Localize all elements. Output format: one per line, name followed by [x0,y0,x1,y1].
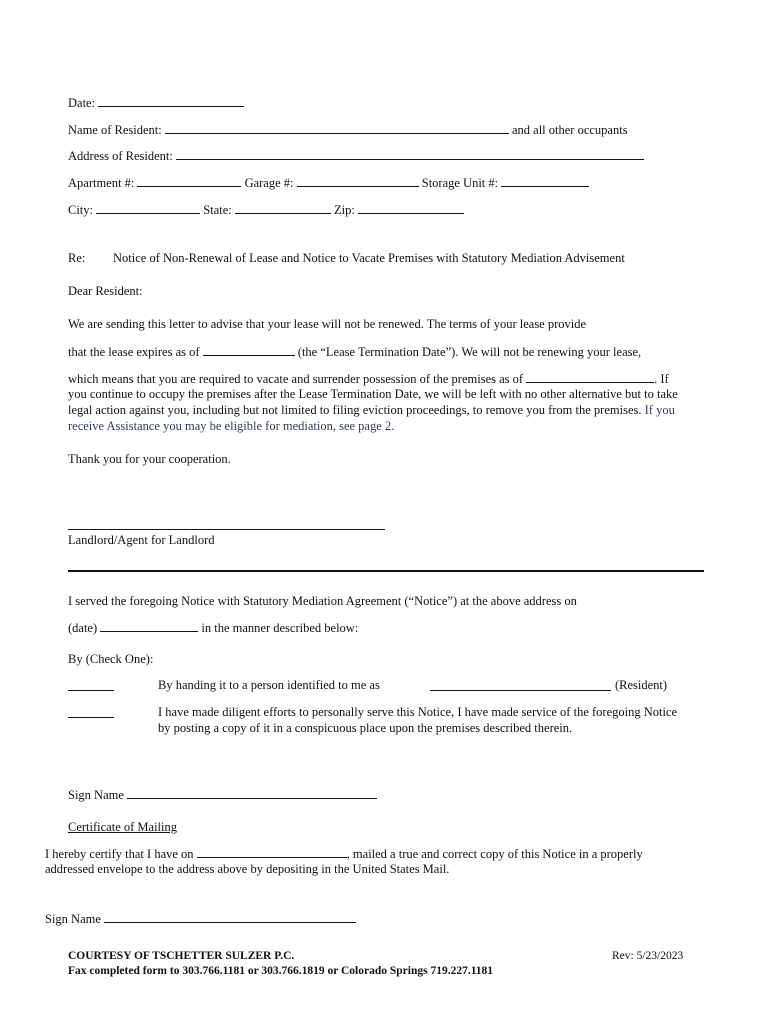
service-manner: in the manner described below: [201,621,359,635]
service-date-field[interactable] [100,619,198,632]
service-sign-line [68,786,377,803]
re-label: Re: [68,251,86,265]
resident-name-field[interactable] [165,121,509,134]
city-line [68,201,464,218]
zip-label: Zip: [333,203,355,217]
occupants-suffix: and all other occupants [511,123,628,137]
address-field[interactable] [176,147,644,160]
landlord-signature-label: Landlord/Agent for Landlord [68,533,215,547]
salutation: Dear Resident: [68,284,143,298]
unit-line [68,174,589,191]
footer-revision: Rev: 5/23/2023 [612,950,684,962]
date-label: Date: [68,96,96,110]
resident-name-label: Name of Resident: [68,123,162,137]
garage-label: Garage #: [244,176,294,190]
service-date-label: (date) [68,621,98,635]
body-line-2-end: (the “Lease Termination Date”). We will not be renewing your lease, [297,345,642,359]
body-paragraph [68,386,704,434]
thanks: Thank you for your cooperation. [68,452,231,466]
address-line [68,147,644,164]
certificate-sign-label: Sign Name [45,912,101,926]
body-line-1: We are sending this letter to advise that your lease will not be renewed. The terms of your lease provide [68,317,587,331]
service-date-line [68,619,358,636]
re-subject: Notice of Non-Renewal of Lease and Notice to Vacate Premises with Statutory Mediation Advisement [113,251,625,265]
footer-courtesy: COURTESY OF TSCHETTER SULZER P.C. [68,950,295,962]
option-1-suffix: (Resident) [615,678,668,692]
body-line-3 [68,370,669,387]
date-line [68,94,244,111]
body-line-3-start: which means that you are required to vacate and surrender possession of the premises as of [68,372,524,386]
body-line-2-start: that the lease expires as of [68,345,200,359]
apartment-label: Apartment #: [68,176,135,190]
address-label: Address of Resident: [68,149,173,163]
city-field[interactable] [96,201,200,214]
service-sign-label: Sign Name [68,788,124,802]
certificate-line-1-end: , mailed a true and correct copy of this Notice in a properly [346,847,643,861]
lease-expiration-field[interactable] [203,343,295,356]
certificate-heading: Certificate of Mailing [68,820,177,834]
option-1-text: By handing it to a person identified to me as [158,678,380,692]
zip-field[interactable] [358,201,464,214]
assistance-note: If you receive Assistance you may be eligible for mediation, see page 2. [68,403,675,433]
service-sign-field[interactable] [127,786,377,799]
certificate-sign-field[interactable] [104,910,356,923]
option-2-text: I have made diligent efforts to personally serve this Notice, I have made service of the foregoing Notice by posting a copy of it in a conspicuous place upon the premises described therein. [158,705,678,735]
garage-field[interactable] [297,174,419,187]
certificate-line-2: addressed envelope to the address above by depositing in the United States Mail. [45,862,450,876]
check-one-label: By (Check One): [68,652,154,666]
resident-identified-field[interactable] [430,690,611,691]
certificate-sign-line [45,910,356,927]
mailing-date-field[interactable] [197,845,347,858]
date-field[interactable] [98,94,244,107]
body-line-2 [68,343,641,360]
storage-field[interactable] [501,174,589,187]
vacate-date-field[interactable] [526,370,654,383]
option-1-checkbox[interactable] [68,690,114,691]
service-line-1: I served the foregoing Notice with Statutory Mediation Agreement (“Notice”) at the above address on [68,594,577,608]
resident-name-line [68,121,628,138]
certificate-line-1-start: I hereby certify that I have on [45,847,194,861]
landlord-signature-line[interactable] [68,529,385,530]
section-divider [68,570,704,572]
footer-fax: Fax completed form to 303.766.1181 or 303.766.1819 or Colorado Springs 719.227.1181 [68,965,494,977]
apartment-field[interactable] [137,174,241,187]
body-line-3-end: . If [654,372,669,386]
storage-label: Storage Unit #: [421,176,499,190]
state-field[interactable] [235,201,331,214]
city-label: City: [68,203,94,217]
certificate-line-1 [45,845,643,862]
body-paragraph-rest: you continue to occupy the premises after the Lease Termination Date, we will be left with no other alternative but to take legal action against you, including but not limited to filing eviction proceedings, to remove you from the premises. [68,387,678,417]
option-2-checkbox[interactable] [68,717,114,718]
state-label: State: [203,203,232,217]
